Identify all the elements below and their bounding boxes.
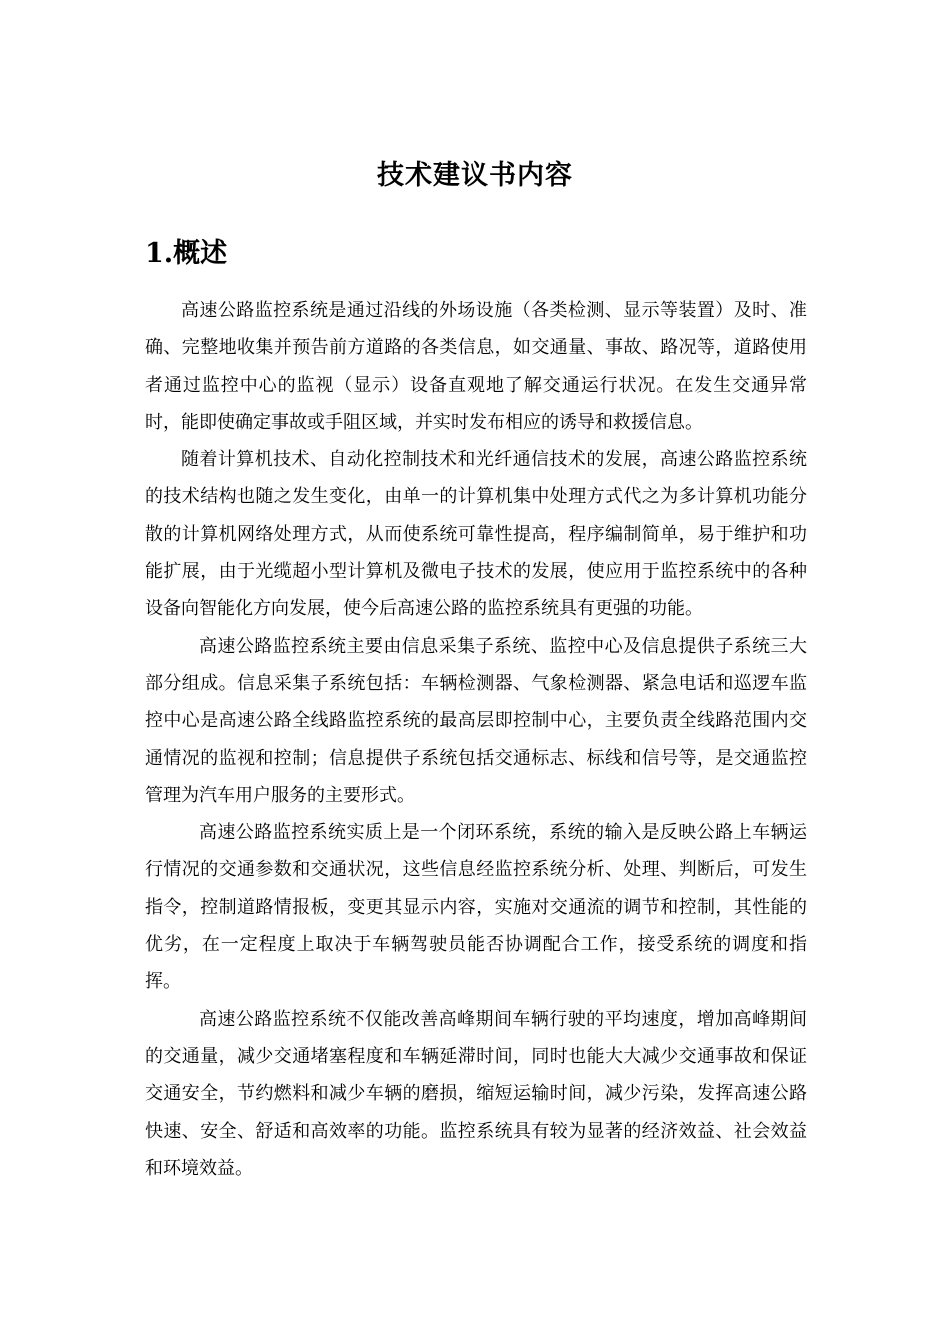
paragraph-4: 高速公路监控系统实质上是一个闭环系统，系统的输入是反映公路上车辆运行情况的交通参数和交通状况，这些信息经监控系统分析、处理、判断后，可发生指令，控制道路情报板，变更其显示内容，实施对交通流的调节和控制，其性能的优劣，在一定程度上取决于车辆驾驶员能否协调配合工作，接受系统的调度和指挥。 bbox=[145, 822, 807, 993]
paragraph-2: 随着计算机技术、自动化控制技术和光纤通信技术的发展，高速公路监控系统的技术结构也随之发生变化，由单一的计算机集中处理方式代之为多计算机功能分散的计算机网络处理方式，从而使系统可靠性提高，程序编制简单，易于维护和功能扩展，由于光缆超小型计算机及微电子技术的发展，使应用于监控系统中的各种设备向智能化方向发展，使今后高速公路的监控系统具有更强的功能。 bbox=[145, 449, 807, 620]
document-body bbox=[145, 292, 807, 1187]
paragraph-3: 高速公路监控系统主要由信息采集子系统、监控中心及信息提供子系统三大部分组成。信息采集子系统包括：车辆检测器、气象检测器、紧急电话和巡逻车监控中心是高速公路全线路监控系统的最高层即控制中心，主要负责全线路范围内交通情况的监视和控制；信息提供子系统包括交通标志、标线和信号等，是交通监控管理为汽车用户服务的主要形式。 bbox=[145, 635, 807, 806]
section-heading: 1.概述 bbox=[145, 238, 228, 269]
paragraph-5: 高速公路监控系统不仅能改善高峰期间车辆行驶的平均速度，增加高峰期间的交通量，减少交通堵塞程度和车辆延滞时间，同时也能大大减少交通事故和保证交通安全，节约燃料和减少车辆的磨损，缩短运输时间，减少污染，发挥高速公路快速、安全、舒适和高效率的功能。监控系统具有较为显著的经济效益、社会效益和环境效益。 bbox=[145, 1008, 807, 1179]
document-title: 技术建议书内容 bbox=[377, 160, 573, 191]
paragraph-1: 高速公路监控系统是通过沿线的外场设施（各类检测、显示等装置）及时、准确、完整地收集并预告前方道路的各类信息，如交通量、事故、路况等，道路使用者通过监控中心的监视（显示）设备直观地了解交通运行状况。在发生交通异常时，能即使确定事故或手阻区域，并实时发布相应的诱导和救援信息。 bbox=[145, 300, 807, 433]
